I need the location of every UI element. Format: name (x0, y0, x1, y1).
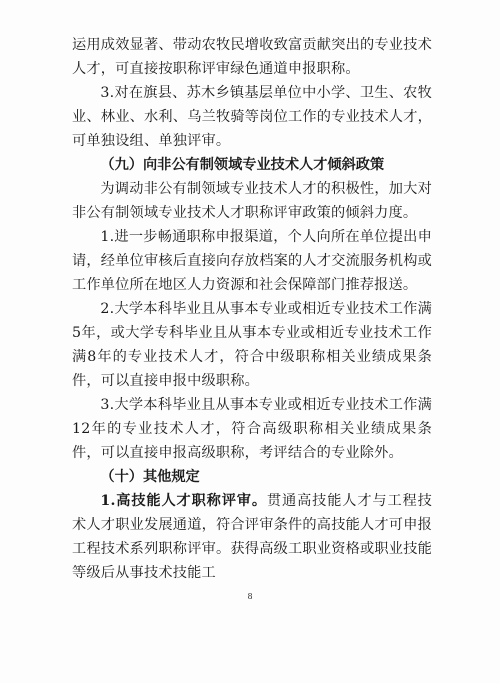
paragraph-high-skill (72, 489, 432, 585)
section-heading-9: （九）向非公有制领域专业技术人才倾斜政策 (100, 157, 385, 173)
paragraph-intro-non-public: 为调动非公有制领域专业技术人才的积极性，加大对非公有制领域专业技术人才职称评审政策的倾斜力度。 (72, 181, 432, 221)
paragraph-item-3-senior: 3.大学本科毕业且从事本专业或相近专业技术工作满12年的专业技术人才，符合高级职称相关业绩成果条件，可以直接申报高级职称，考评结合的专业除外。 (72, 397, 432, 461)
document-body (72, 33, 432, 585)
page-number: 8 (247, 592, 253, 601)
paragraph-item-2-intermediate: 2.大学本科毕业且从事本专业或相近专业技术工作满5年，或大学专科毕业且从事本专业或相近专业技术工作满8年的专业技术人才，符合中级职称相关业绩成果条件，可以直接申报中级职称。 (72, 301, 432, 389)
paragraph-continued: 运用成效显著、带动农牧民增收致富贡献突出的专业技术人才，可直接按职称评审绿色通道申报职称。 (72, 37, 432, 77)
section-heading-10: （十）其他规定 (100, 469, 200, 485)
paragraph-item-3-grassroots: 3.对在旗县、苏木乡镇基层单位中小学、卫生、农牧业、林业、水利、乌兰牧骑等岗位工作的专业技术人才，可单独设组、单独评审。 (72, 85, 432, 149)
paragraph-item-1-channel: 1.进一步畅通职称申报渠道，个人向所在单位提出申请，经单位审核后直接向存放档案的人才交流服务机构或工作单位所在地区人力资源和社会保障部门推荐报送。 (72, 229, 432, 293)
paragraph-lead-bold: 1.高技能人才职称评审。 (100, 493, 267, 509)
paragraph-body: 贯通高技能人才与工程技术人才职业发展通道，符合评审条件的高技能人才可申报工程技术系列职称评审。获得高级工职业资格或职业技能等级后从事技术技能工 (72, 493, 433, 581)
